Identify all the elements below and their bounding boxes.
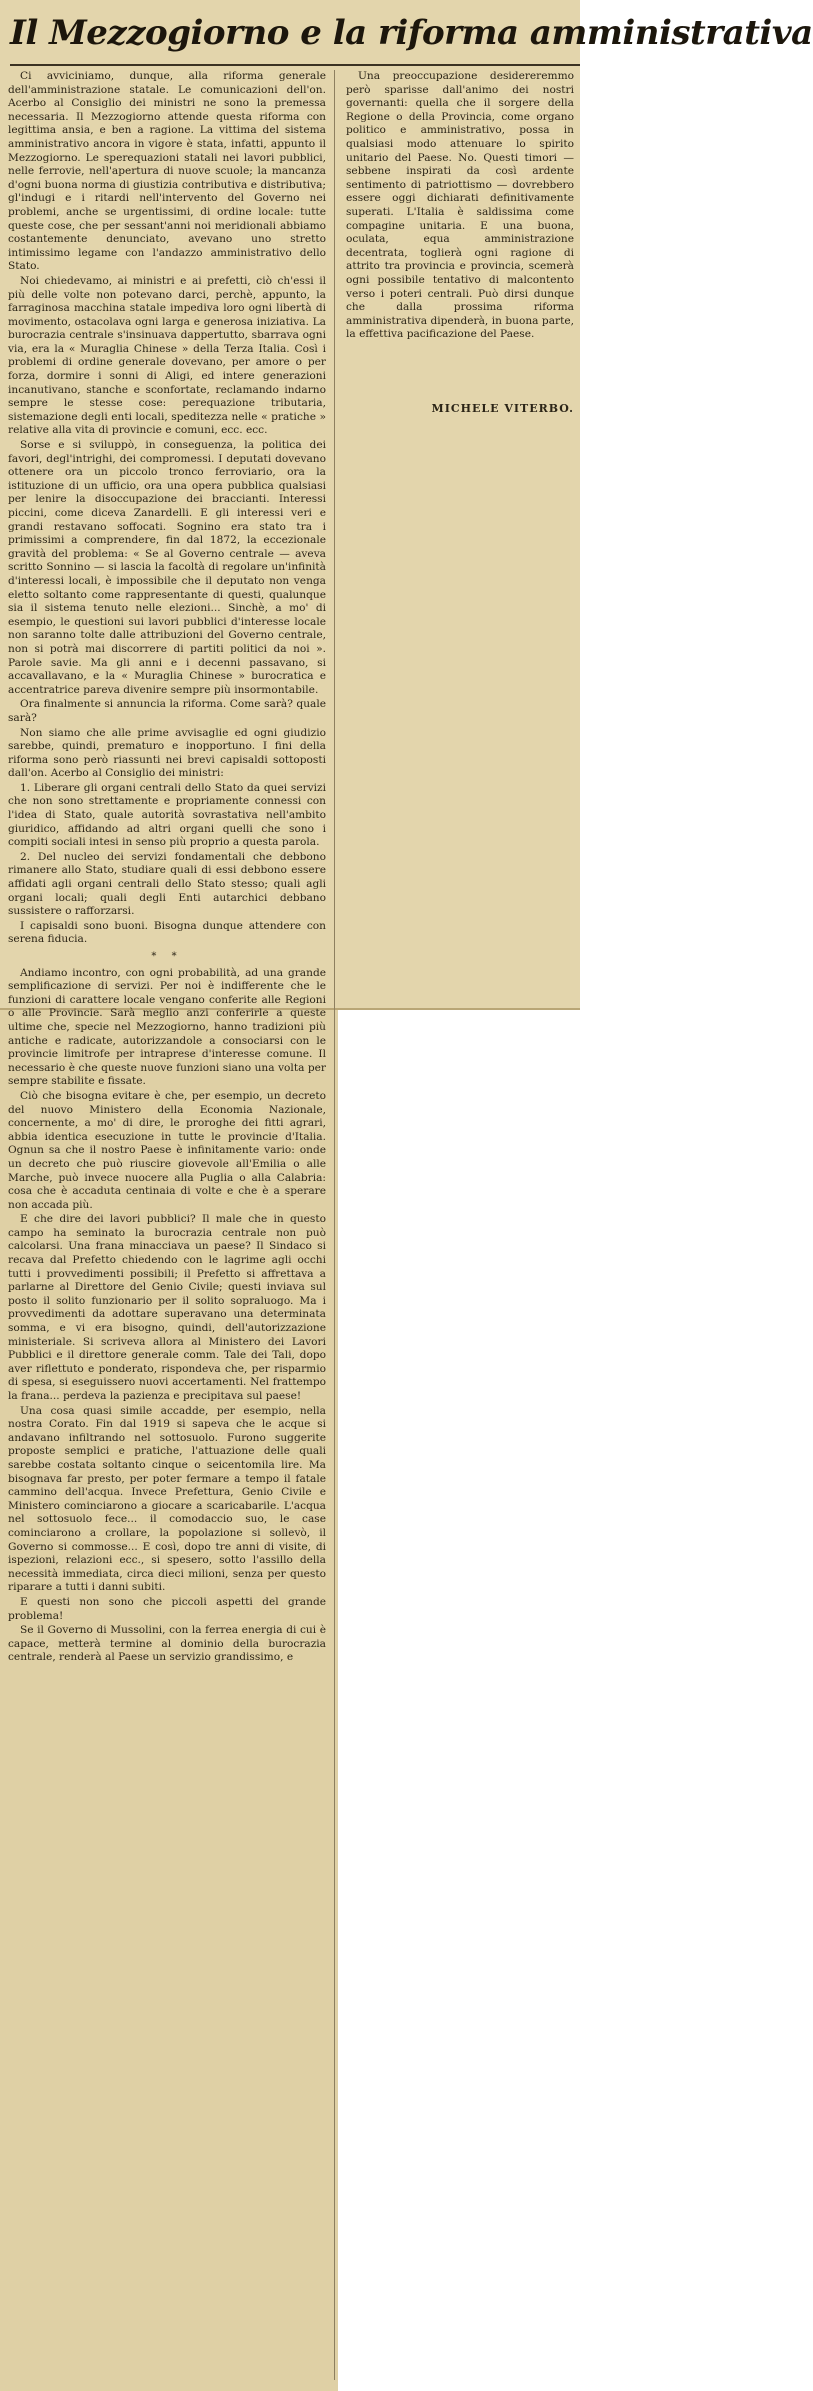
paragraph: 1. Liberare gli organi centrali dello Stato da quei servizi che non sono strettamente e propriamente connessi con l'idea di Stato, quale autorità sovrastativa nell'ambito giuridico, affidando ad altri organi quelli che sono i compiti sociali intesi in senso più proprio a questa parola. [8,781,326,849]
paragraph: Se il Governo di Mussolini, con la ferrea energia di cui è capace, metterà termine al dominio della burocrazia centrale, renderà al Paese un servizio grandissimo, e [8,1624,326,1664]
author-signature: MICHELE VITERBO. [431,402,574,415]
paragraph: I capisaldi sono buoni. Bisogna dunque attendere con serena fiducia. [8,919,326,946]
paragraph: 2. Del nucleo dei servizi fondamentali che debbono rimanere allo Stato, studiare quali di essi debbono essere affidati agli organi centrali dello Stato stesso; quali agli organi locali; quali degli Enti autarchici debbano sussistere o rafforzarsi. [8,850,326,918]
paragraph: Ci avviciniamo, dunque, alla riforma generale dell'amministrazione statale. Le comunicazioni dell'on. Acerbo al Consiglio dei ministri ne sono la premessa necessaria. Il Mezzogiorno attende questa riforma con legittima ansia, e ben a ragione. La vittima del sistema amministrativo ancora in vigore è stata, infatti, appunto il Mezzogiorno. Le sperequazioni statali nei lavori pubblici, nelle ferrovie, nell'apertura di nuove scuole; la mancanza d'ogni buona norma di giustizia contributiva e distributiva; gl'indugi e i ritardi nell'intervento del Governo nei problemi, anche se urgentissimi, di ordine locale: tutte queste cose, che per sessant'anni noi meridionali abbiamo costantemente denunciato, avevano uno stretto intimissimo legame con l'andazzo amministrativo dello Stato. [8,70,326,273]
paragraph: E questi non sono che piccoli aspetti del grande problema! [8,1595,326,1622]
paragraph: Noi chiedevamo, ai ministri e ai prefetti, ciò ch'essi il più delle volte non potevano darci, perchè, appunto, la farraginosa macchina statale impediva loro ogni libertà di movimento, ostacolava ogni larga e generosa iniziativa. La burocrazia centrale s'insinuava dappertutto, sbarrava ogni via, era la « Muraglia Chinese » della Terza Italia. Così i problemi di ordine generale dovevano, per amore o per forza, dormire i sonni di Aligi, ed intere generazioni incanutivano, stanche e sconfortate, reclamando indarno sempre le stesse cose: perequazione tributaria, sistemazione degli enti locali, speditezza nelle « pratiche » relative alla vita di provincie e comuni, ecc. ecc. [8,274,326,437]
paragraph: Ora finalmente si annuncia la riforma. Come sarà? quale sarà? [8,698,326,724]
article-left-column [8,70,326,1666]
paragraph: Ciò che bisogna evitare è che, per esempio, un decreto del nuovo Ministero della Economia Nazionale, concernente, a mo' di dire, le proroghe dei fitti agrari, abbia identica esecuzione in tutte le provincie d'Italia. Ognun sa che il nostro Paese è infinitamente vario: onde un decreto che può riuscire giovevole all'Emilia o alle Marche, può invece nuocere alla Puglia o alla Calabria: cosa che è accaduta centinaia di volte e che è a sperare non accada più. [8,1089,326,1211]
paragraph: Una preoccupazione desidereremmo però sparisse dall'animo dei nostri governanti: quella che il sorgere della Regione o della Provincia, come organo politico e amministrativo, possa in qualsiasi modo attenuare lo spirito unitario del Paese. No. Questi timori — sebbene inspirati da così ardente sentimento di patriottismo — dovrebbero essere oggi dichiarati definitivamente superati. L'Italia è saldissima come compagine unitaria. E una buona, oculata, equa amministrazione decentrata, toglierà ogni ragione di attrito tra provincia e provincia, scemerà ogni possibile tentativo di malcontento verso i poteri centrali. Può dirsi dunque che dalla prossima riforma amministrativa dipenderà, in buona parte, la effettiva pacificazione del Paese. [346,70,574,341]
article-headline: Il Mezzogiorno e la riforma amministrativa [10,4,580,66]
column-divider [334,70,335,2380]
paragraph: Non siamo che alle prime avvisaglie ed ogni giudizio sarebbe, quindi, prematuro e inopportuno. I fini della riforma sono però riassunti nei brevi capisaldi sottoposti dall'on. Acerbo al Consiglio dei ministri: [8,726,326,780]
paragraph: Andiamo incontro, con ogni probabilità, ad una grande semplificazione di servizi. Per noi è indifferente che le funzioni di carattere locale vengano conferite alle Regioni o alle Provincie. Sarà meglio anzi conferirle a queste ultime che, specie nel Mezzogiorno, hanno tradizioni più antiche e radicate, autorizzandole a consociarsi con le provincie limitrofe per intraprese d'interesse comune. Il necessario è che queste nuove funzioni siano una volta per sempre stabilite e fissate. [8,966,326,1088]
paragraph: E che dire dei lavori pubblici? Il male che in questo campo ha seminato la burocrazia centrale non può calcolarsi. Una frana minacciava un paese? Il Sindaco si recava dal Prefetto chiedendo con le lagrime agli occhi tutti i provvedimenti possibili; il Prefetto si affrettava a parlarne al Direttore del Genio Civile; questi inviava sul posto il solito funzionario per il solito sopraluogo. Ma i provvedimenti da adottare superavano una determinata somma, e vi era bisogno, quindi, dell'autorizzazione ministeriale. Si scriveva allora al Ministero dei Lavori Pubblici e il direttore generale comm. Tale dei Tali, dopo aver riflettuto e ponderato, rispondeva che, per risparmio di spesa, si eseguissero nuovi accertamenti. Nel frattempo la frana... perdeva la pazienza e precipitava sul paese! [8,1213,326,1402]
article-right-column [346,70,574,343]
paragraph: Sorse e si sviluppò, in conseguenza, la politica dei favori, degl'intrighi, dei compromessi. I deputati dovevano ottenere ora un piccolo tronco ferroviario, ora la istituzione di un ufficio, ora una opera pubblica qualsiasi per lenire la disoccupazione dei braccianti. Interessi piccini, come diceva Zanardelli. E gli interessi veri e grandi restavano soffocati. Sognino era stato tra i primissimi a comprendere, fin dal 1872, la eccezionale gravità del problema: « Se al Governo centrale — aveva scritto Sonnino — si lascia la facoltà di regolare un'infinità d'interessi locali, è impossibile che il deputato non venga eletto soltanto come rappresentante di questi, qualunque sia il sistema tenuto nelle elezioni... Sinchè, a mo' di esempio, le questioni sui lavori pubblici d'interesse locale non saranno tolte dalle attribuzioni del Governo centrale, non si potrà mai discorrere di partiti politici da noi ». Parole savie. Ma gli anni e i decenni passavano, si accavallavano, e la « Muraglia Chinese » burocratica e accentratrice pareva divenire sempre più insormontabile. [8,439,326,696]
paragraph: Una cosa quasi simile accadde, per esempio, nella nostra Corato. Fin dal 1919 si sapeva che le acque si andavano infiltrando nel sottosuolo. Furono suggerite proposte semplici e pratiche, l'attuazione delle quali sarebbe costata soltanto cinque o seicentomila lire. Ma bisognava far presto, per poter fermare a tempo il fatale cammino dell'acqua. Invece Prefettura, Genio Civile e Ministero cominciarono a giocare a scaricabarile. L'acqua nel sottosuolo fece... il comodaccio suo, le case cominciarono a crollare, la popolazione si sollevò, il Governo si commosse... E così, dopo tre anni di visite, di ispezioni, relazioni ecc., si spesero, sotto l'assillo della necessità immediata, circa dieci milioni, senza per questo riparare a tutti i danni subiti. [8,1404,326,1594]
section-separator: * * [151,951,183,962]
